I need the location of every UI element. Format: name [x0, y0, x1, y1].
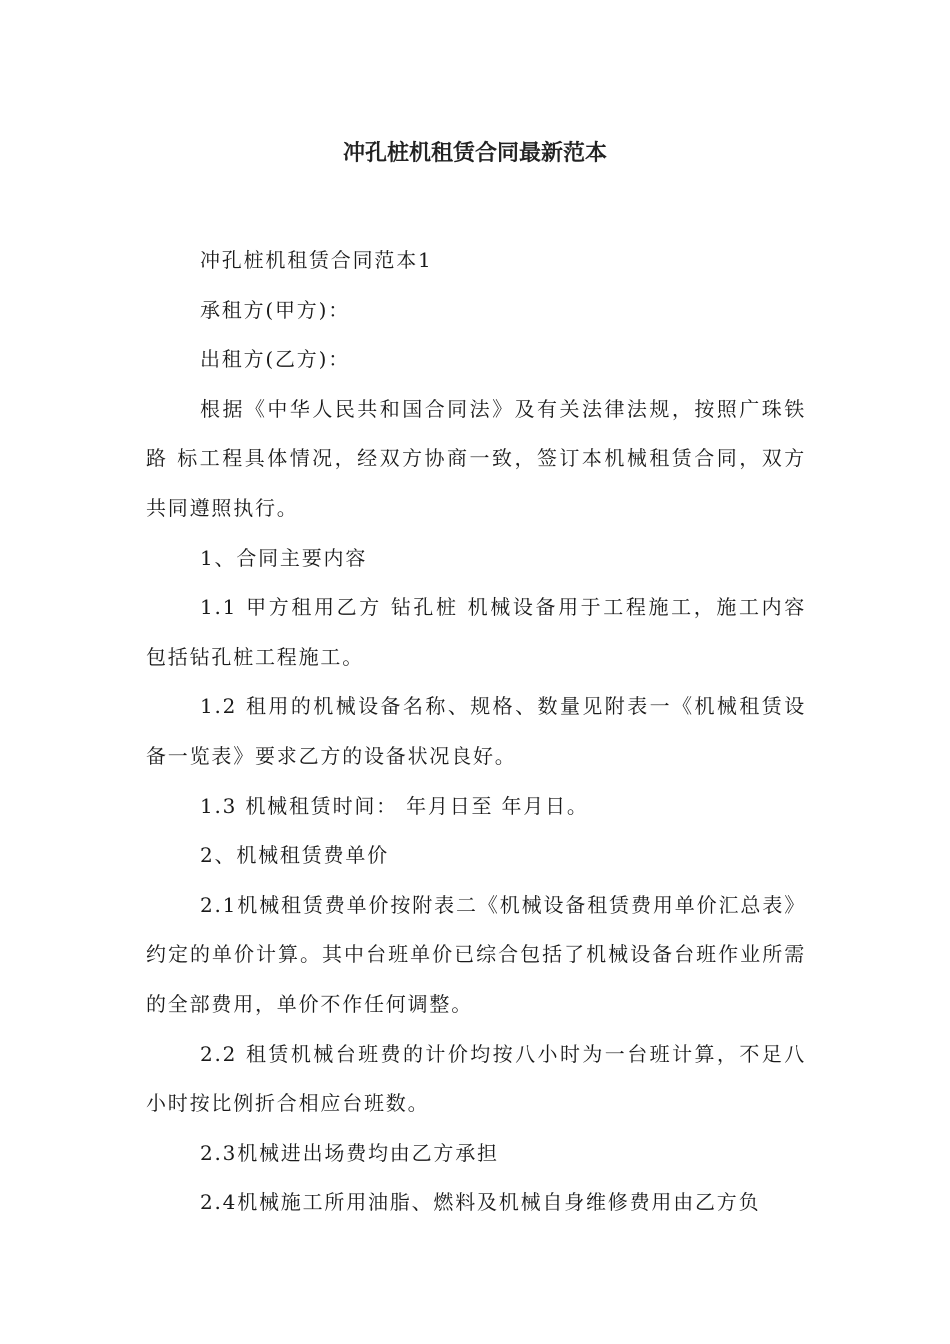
paragraph-lessee: 承租方(甲方)： — [200, 297, 351, 322]
paragraph-preamble: 根据《中华人民共和国合同法》及有关法律法规，按照广珠铁路 标工程具体情况，经双方协商一致，签订本机械租赁合同，双方共同遵照执行。 — [146, 396, 806, 520]
clause-2-2: 2.2 租赁机械台班费的计价均按八小时为一台班计算，不足八小时按比例折合相应台班数。 — [146, 1041, 806, 1116]
clause-2-3: 2.3机械进出场费均由乙方承担 — [200, 1140, 499, 1165]
clause-1-2: 1.2 租用的机械设备名称、规格、数量见附表一《机械租赁设备一览表》要求乙方的设备状况良好。 — [146, 694, 806, 768]
paragraph-lessor: 出租方(乙方)： — [200, 347, 351, 372]
section-2-heading: 2、机械租赁费单价 — [200, 843, 389, 868]
clause-1-1: 1.1 甲方租用乙方 钻孔桩 机械设备用于工程施工，施工内容包括钻孔桩工程施工。 — [146, 595, 806, 669]
document-body — [146, 236, 806, 1228]
paragraph-heading: 冲孔桩机租赁合同范本1 — [200, 248, 433, 272]
clause-2-4: 2.4机械施工所用油脂、燃料及机械自身维修费用由乙方负 — [200, 1190, 761, 1215]
section-1-heading: 1、合同主要内容 — [200, 545, 368, 570]
clause-2-1: 2.1机械租赁费单价按附表二《机械设备租赁费用单价汇总表》约定的单价计算。其中台班单价已综合包括了机械设备台班作业所需的全部费用，单价不作任何调整。 — [146, 892, 806, 1016]
clause-1-3: 1.3 机械租赁时间： 年月日至 年月日。 — [200, 793, 589, 818]
document-title: 冲孔桩机租赁合同最新范本 — [342, 141, 607, 166]
